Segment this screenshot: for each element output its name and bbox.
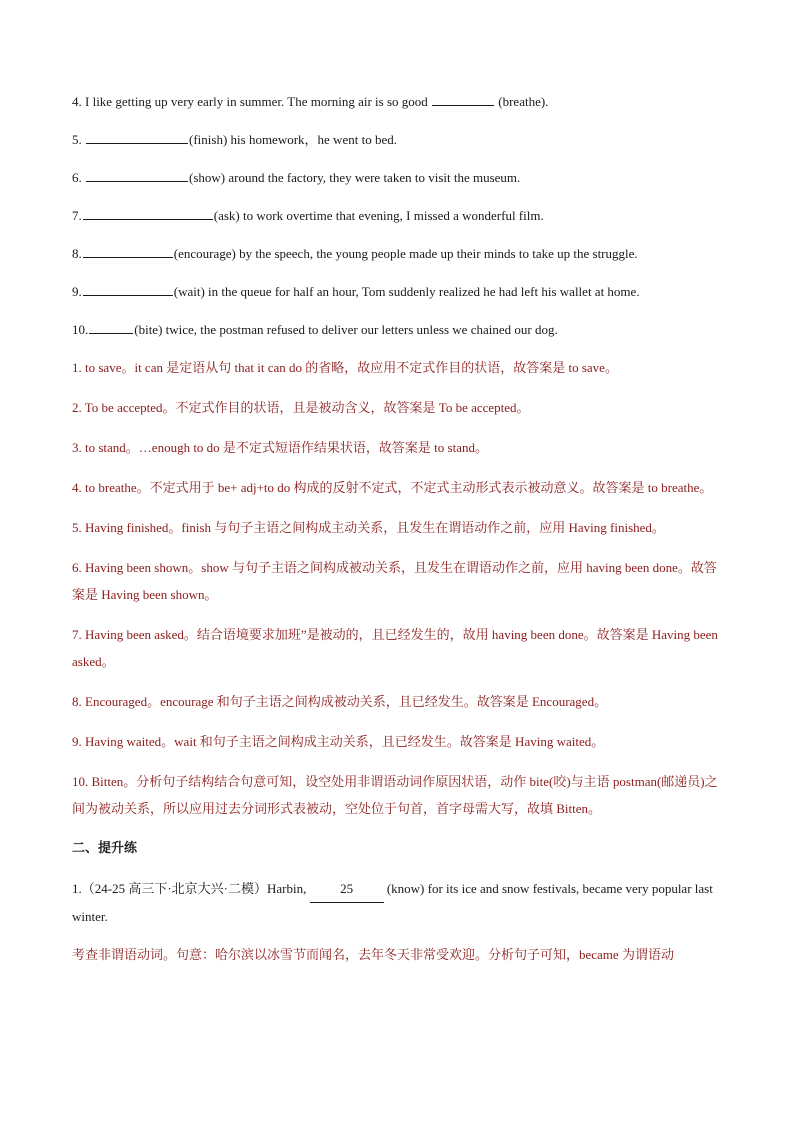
question-4-hint: (breathe). (495, 94, 549, 109)
answer-blank-filled: 25 (310, 875, 384, 903)
question-5-number: 5. (72, 132, 85, 147)
exercise-1-text: (know) for its ice and snow festivals, became very popular last winter. (72, 881, 713, 924)
question-10 (72, 316, 724, 343)
answer-blank (86, 167, 188, 182)
answer-7: 7. Having been asked。结合语境要求加班”是被动的，且已经发生的，故用 having been done。故答案是 Having been asked。 (72, 627, 718, 669)
answer-5: 5. Having finished。finish 与句子主语之间构成主动关系，且发生在谓语动作之前，应用 Having finished。 (72, 520, 665, 535)
question-6-text: (show) around the factory, they were taken to visit the museum. (189, 170, 521, 185)
question-9-text: (wait) in the queue for half an hour, Tom suddenly realized he had left his wallet at home. (173, 284, 640, 299)
answer-1: 1. to save。it can 是定语从句 that it can do 的省略，故应用不定式作目的状语，故答案是 to save。 (72, 360, 618, 375)
question-8-number: 8. (72, 246, 82, 261)
answer-blank (83, 205, 213, 220)
answer-3: 3. to stand。…enough to do 是不定式短语作结果状语，故答案是 to stand。 (72, 440, 488, 455)
answer-blank (432, 91, 494, 106)
section-title: 二、提升练 (72, 841, 138, 856)
document-page (72, 88, 724, 968)
question-4 (72, 88, 724, 115)
question-7 (72, 202, 724, 229)
answer-blank (83, 243, 173, 258)
question-4-text: 4. I like getting up very early in summer. The morning air is so good (72, 94, 432, 109)
question-6 (72, 164, 724, 191)
answer-blank (86, 129, 188, 144)
question-6-number: 6. (72, 170, 85, 185)
question-9-number: 9. (72, 284, 82, 299)
answer-blank (83, 281, 173, 296)
question-5-text: (finish) his homework，he went to bed. (189, 132, 397, 147)
answer-8: 8. Encouraged。encourage 和句子主语之间构成被动关系，且已经发生。故答案是 Encouraged。 (72, 694, 608, 709)
answer-9: 9. Having waited。wait 和句子主语之间构成主动关系，且已经发生。故答案是 Having waited。 (72, 734, 605, 749)
question-10-number: 10. (72, 322, 89, 337)
question-10-text: (bite) twice, the postman refused to deliver our letters unless we chained our dog. (134, 322, 558, 337)
question-5 (72, 126, 724, 153)
answer-2: 2. To be accepted。不定式作目的状语，且是被动含义，故答案是 To be accepted。 (72, 400, 530, 415)
exercise-1-source: 1.（24-25 高三下·北京大兴·二模）Harbin, (72, 881, 310, 896)
answer-6: 6. Having been shown。show 与句子主语之间构成被动关系，且发生在谓语动作之前，应用 having been done。故答案是 Having been shown。 (72, 560, 717, 602)
answer-blank (89, 319, 133, 334)
question-9 (72, 278, 724, 305)
question-7-number: 7. (72, 208, 82, 223)
question-8-text: (encourage) by the speech, the young people made up their minds to take up the struggle. (173, 246, 638, 261)
question-8 (72, 240, 724, 267)
answer-10: 10. Bitten。分析句子结构结合句意可知，设空处用非谓语动词作原因状语，动作 bite(咬)与主语 postman(邮递员)之间为被动关系，所以应用过去分词形式表被动，空处位于句首，首字母需大写，故填 Bitten。 (72, 774, 718, 816)
question-7-text: (ask) to work overtime that evening, I missed a wonderful film. (213, 208, 544, 223)
answer-4: 4. to breathe。不定式用于 be+ adj+to do 构成的反射不定式，不定式主动形式表示被动意义。故答案是 to breathe。 (72, 480, 713, 495)
exercise-1-analysis: 考查非谓语动词。句意：哈尔滨以冰雪节而闻名，去年冬天非常受欢迎。分析句子可知，became 为谓语动 (72, 947, 674, 962)
exercise-1 (72, 875, 724, 930)
